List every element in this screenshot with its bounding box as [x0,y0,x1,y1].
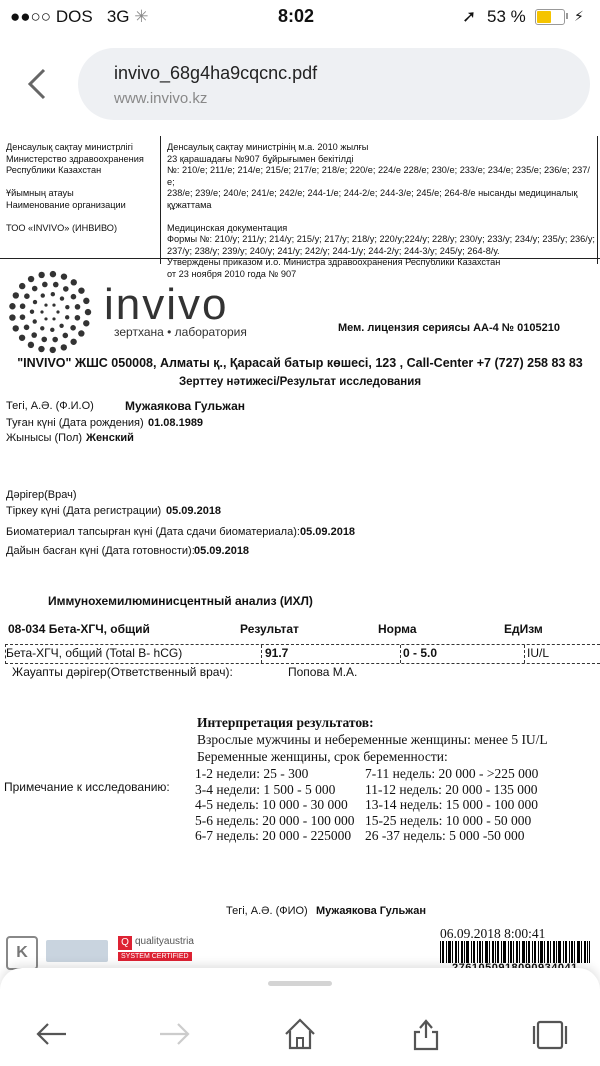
interpretation-row: 4-5 недель: 10 000 - 30 000 [195,797,348,813]
barcode-bar [455,941,457,963]
sex-value: Женский [86,432,134,444]
quality-austria-logo-icon: Q [118,936,132,950]
interpretation-row: 11-12 недель: 20 000 - 135 000 [365,781,538,797]
status-bar [0,0,600,36]
test-unit: IU/L [527,646,550,660]
logo-dot [28,342,34,348]
network-type: 3G [106,7,130,26]
interpretation-pregnant: Беременные женщины, срок беременности: [197,749,448,764]
logo-text: invivo [104,280,229,329]
barcode-bar [534,941,536,963]
sample-date: 05.09.2018 [300,526,356,538]
interpretation-row: 5-6 недель: 20 000 - 100 000 [195,812,355,828]
barcode-bar [584,941,586,963]
logo-dot [51,292,55,296]
responsible-doctor: Попова М.А. [288,665,358,679]
barcode-bar [589,941,590,963]
barcode-bar [482,941,483,963]
barcode-bar [538,941,539,963]
logo-dot [30,310,34,314]
sample-date-label: Биоматериал тапсырған күні (Дата сдачи биоматериала): [6,526,300,538]
responsible-doctor-label: Жауапты дәрігер(Ответственный врач): [12,665,233,679]
forms-line: құжаттама [167,199,212,210]
barcode-bar [471,941,472,963]
barcode-bar [495,941,496,963]
barcode-bar [510,941,512,963]
logo-dot [85,309,91,315]
sex-label: Жынысы (Пол) [6,432,83,444]
logo-dot [75,304,81,310]
barcode-bar [553,941,555,963]
interpretation-row: 3-4 недели: 1 500 - 5 000 [195,781,336,797]
logo-dot [50,347,56,353]
barcode-bar [565,941,567,963]
address-bar[interactable] [78,48,590,120]
barcode-bar [547,941,549,963]
certification-mark-icon: K [6,936,38,970]
test-column-header: 08-034 Бета-ХГЧ, общий [8,622,150,636]
barcode-bar [452,941,453,963]
logo-dot [61,273,67,279]
tabs-icon[interactable] [530,1014,570,1054]
sheet-handle[interactable] [268,981,332,986]
barcode-bar [464,941,465,963]
barcode-bar [497,941,499,963]
logo-dot [71,279,77,285]
forms-line: Утверждены приказом и.о. Министра здравоохранения Республики Казахстан [167,257,501,267]
registration-date: 05.09.2018 [166,505,222,517]
forms-line: 23 қарашадағы №907 бұйрығымен бекітілді [167,153,354,164]
logo-dot [13,292,19,298]
forms-block [161,136,598,279]
ministry-line [0,211,160,223]
ready-date-label: Дайын басған күні (Дата готовности): [6,545,195,557]
logo-dot [31,332,37,338]
forms-line: Формы №: 210/у; 211/у; 214/у; 215/у; 217/у; 218/у; 220/у;224/у; 228/у; 230/у; 233/у; 234/у; 235/у; 236/у; [167,234,595,244]
barcode-bar [503,941,506,963]
interpretation-row: 6-7 недель: 20 000 - 225000 [195,828,352,844]
result-column-header: Результат [240,622,299,636]
interpretation-row: 13-14 недель: 15 000 - 100 000 [365,797,539,813]
logo-dot [78,287,84,293]
logo-dot [52,337,58,343]
barcode-bar [558,941,561,963]
barcode-bar [448,941,451,963]
logo-dot [38,272,44,278]
logo-dot [78,330,84,336]
barcode-bar [569,941,570,963]
system-certified-badge: SYSTEM CERTIFIED [118,952,192,961]
patient-name: Мужаякова Гульжан [125,399,245,413]
logo-dot [83,320,89,326]
patient-name-label: Тегі, А.Ә. (Ф.И.О) [6,400,94,412]
ministry-block [0,136,161,264]
norm-column-header: Норма [378,622,417,636]
barcode-bar [526,941,527,963]
barcode-bar [581,941,582,963]
accreditation-badge-icon [46,940,108,962]
logo-dot [52,303,55,306]
logo-dot [41,293,45,297]
interpretation-row: 26 -37 недель: 5 000 -50 000 [365,828,525,844]
dob-value: 01.08.1989 [148,417,204,429]
barcode-bar [492,941,494,963]
logo-dot [44,303,47,306]
interpretation-right-column [365,766,538,844]
barcode-bar [550,941,551,963]
footer-timestamp: 06.09.2018 8:00:41 [440,926,546,941]
logo-dot [63,286,69,292]
signal-dots-icon: ●●○○ [10,7,52,26]
logo-dot [52,317,55,320]
logo-dot [50,328,54,332]
result-row [5,644,600,664]
logo-dot [40,326,44,330]
arrow-right-icon[interactable] [154,1014,194,1054]
logo-dot [33,300,37,304]
loading-spinner-icon: ✳ [134,7,149,26]
logo-dot [61,344,67,350]
logo-dot [50,271,56,277]
barcode-bar [458,941,459,963]
ministry-line: Наименование организации [6,199,126,210]
logo-dot [44,317,47,320]
test-result: 91.7 [265,646,289,660]
forms-line: от 23 ноября 2010 года № 907 [167,268,297,279]
forms-line: 237/у; 238/у; 239/у; 240/у; 241/у; 242/у; 244-1/у; 244-2/у; 244-3/у; 245/у; 264-8/у. [167,245,500,256]
logo-dot [20,303,26,309]
logo-dot [40,310,43,313]
test-norm: 0 - 5.0 [403,646,438,660]
barcode-bar [522,941,525,963]
logo-dot [24,325,30,331]
logo-dot [19,283,25,289]
forms-line: Денсаулық сақтау министрінің м.а. 2010 жылғы [167,142,369,152]
barcode-bar [508,941,509,963]
logo-dot [53,282,59,288]
interpretation-row: 7-11 недель: 20 000 - >225 000 [365,766,539,781]
barcode-icon [440,941,590,963]
forms-line: 238/е; 239/е; 240/е; 241/е; 242/е; 244-1/е; 244-2/е; 244-3/е; 245/е; 264-8/е нысанды медициналық [167,188,578,198]
barcode-bar [587,941,588,963]
barcode-bar [556,941,557,963]
interpretation-row: 1-2 недели: 25 - 300 [195,766,309,781]
research-title: Зерттеу нәтижесі/Результат исследования [178,376,422,388]
logo-dot [9,303,15,309]
back-button[interactable] [26,64,56,104]
barcode-bar [540,941,543,963]
status-time: 8:02 [278,6,315,26]
note-label: Примечание к исследованию: [4,780,170,794]
logo-dot [63,333,69,339]
logo-dot [28,276,34,282]
barcode-bar [473,941,475,963]
interpretation-title: Интерпретация результатов: [197,715,374,730]
logo-dot [32,286,38,292]
share-icon[interactable] [406,1014,446,1054]
registration-label: Тіркеу күні (Дата регистрации) [6,505,162,517]
logo-dot [24,293,30,299]
barcode-bar [461,941,463,963]
ministry-line: Министерство здравоохранения [6,153,144,164]
logo-dot [41,337,47,343]
forms-line: №: 210/е; 211/е; 214/е; 215/е; 217/е; 218/е; 220/е; 224/е 228/е; 230/е; 233/е; 234/е; 235/е; 236/е; 237/е; [167,165,590,187]
forms-line: Медицинская документация [167,222,288,233]
carrier-name: DOS [55,7,93,26]
document-filename: invivo_68g4ha9cqcnc.pdf [114,63,318,83]
barcode-bar [442,941,444,963]
location-arrow-icon: ➚ [462,7,477,26]
doctor-label: Дәрігер(Врач) [6,489,77,501]
logo-subtitle: зертхана • лаборатория [114,325,247,339]
invivo-logo-icon [4,266,96,358]
logo-dot [65,305,69,309]
logo-dot [33,319,37,323]
barcode-bar [544,941,545,963]
lab-address: "INVIVO" ЖШС 050008, Алматы қ., Қарасай батыр көшесі, 123 , Call-Center +7 (727) 258 83 83 [17,356,583,370]
logo-dot [59,324,63,328]
barcode-bar [485,941,488,963]
quality-austria-text: qualityaustria [135,936,194,947]
barcode-bar [440,941,441,963]
barcode-bar [519,941,520,963]
battery-icon [535,9,565,25]
arrow-left-icon[interactable] [32,1014,72,1054]
logo-dot [13,325,19,331]
ministry-line: Ұйымның атауы [6,188,74,198]
barcode-bar [479,941,481,963]
battery-percent: 53 % [487,7,526,26]
chevron-left-icon [26,64,50,104]
barcode-bar [513,941,514,963]
logo-dot [71,294,77,300]
logo-dot [42,282,48,288]
carrier-indicator [10,7,149,27]
ready-date: 05.09.2018 [194,545,250,557]
logo-dot [19,335,25,341]
logo-dot [56,310,59,313]
license-number: Мем. лицензия сериясы АА-4 № 0105210 [338,322,560,334]
logo-dot [70,339,76,345]
logo-dot [38,346,44,352]
logo-dot [20,314,26,320]
logo-dot [65,315,69,319]
logo-dot [70,325,76,331]
logo-dot [9,314,15,320]
analysis-section-title: Иммунохемилюминисцентный анализ (ИХЛ) [48,594,313,608]
interpretation-adults: Взрослые мужчины и небеременные женщины: менее 5 IU/L [197,732,548,747]
barcode-bar [532,941,533,963]
charging-icon: ⚡ [574,8,584,24]
dob-label: Туған күні (Дата рождения) [6,417,144,429]
barcode-bar [489,941,490,963]
ministry-line: Денсаулық сақтау министрлігі [6,142,133,152]
barcode-bar [477,941,478,963]
barcode-bar [466,941,469,963]
interpretation-row: 15-25 недель: 10 000 - 50 000 [365,812,532,828]
ministry-line: Республики Казахстан [6,165,102,175]
barcode-bar [516,941,518,963]
barcode-bar [571,941,573,963]
test-name: Бета-ХГЧ, общий (Total B- hCG) [6,646,183,660]
barcode-bar [446,941,447,963]
logo-dot [75,315,81,321]
logo-dot [60,296,64,300]
barcode-bar [501,941,502,963]
battery-tip [566,13,568,19]
ministry-line [0,177,160,189]
footer-name-label: Тегі, А.Ә. (ФИО) [226,905,308,917]
barcode-bar [577,941,580,963]
ministry-line: ТОО «INVIVO» (ИНВИВО) [6,222,118,233]
home-icon[interactable] [280,1014,320,1054]
barcode-bar [563,941,564,963]
logo-dot [83,298,89,304]
barcode-bar [574,941,575,963]
barcode-bar [528,941,530,963]
footer-name: Мужаякова Гульжан [316,905,426,917]
interpretation-left-column [195,766,355,844]
document-host: www.invivo.kz [114,90,208,107]
forms-line [161,211,597,223]
unit-column-header: ЕдИзм [504,622,543,636]
